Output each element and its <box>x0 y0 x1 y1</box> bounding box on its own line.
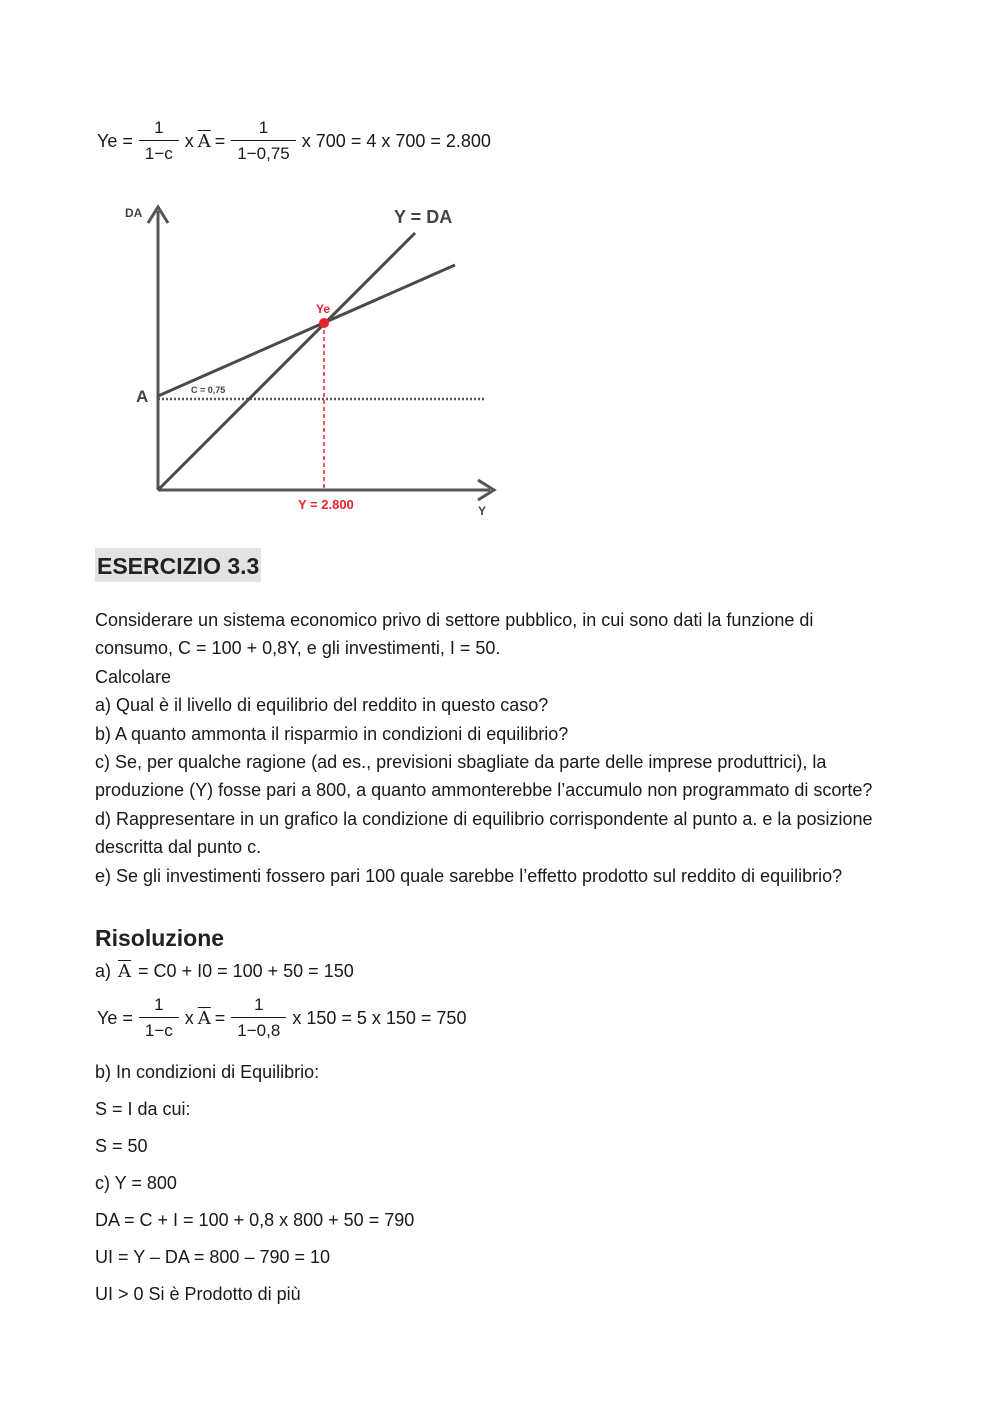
eq1-times: x <box>184 130 194 151</box>
eq1-fraction-1 <box>139 118 179 164</box>
solution-a-autonomous-spending: $\overline{A}$ <box>118 961 132 982</box>
eq2-lhs: Ye = <box>97 1007 133 1028</box>
exercise-line: descritta dal punto c. <box>95 837 262 858</box>
slope-label: C = 0,75 <box>191 385 226 395</box>
solution-a-rest: = C0 + I0 = 100 + 50 = 150 <box>138 961 354 981</box>
solution-line: b) In condizioni di Equilibrio: <box>95 1062 320 1082</box>
solution-line: DA = C + I = 100 + 0,8 x 800 + 50 = 790 <box>95 1210 415 1230</box>
eq1-result: x 700 = 4 x 700 = 2.800 <box>301 130 491 151</box>
eq1-autonomous-spending: $\overline{A}$ <box>197 130 211 152</box>
eq2-frac2-numerator: 1 <box>254 995 264 1014</box>
exercise-line: consumo, C = 100 + 0,8Y, e gli investimenti, I = 50. <box>95 638 501 659</box>
exercise-line: c) Se, per qualche ragione (ad es., previsioni sbagliate da parte delle imprese produttrici), la <box>95 752 827 773</box>
solution-line: UI > 0 Si è Prodotto di più <box>95 1284 301 1304</box>
exercise-line: Considerare un sistema economico privo di settore pubblico, in cui sono dati la funzione di <box>95 610 814 630</box>
eq2-frac1-denominator: 1−c <box>139 1017 179 1041</box>
exercise-line: produzione (Y) fosse pari a 800, a quanto ammonterebbe l’accumulo non programmato di scorte? <box>95 780 873 801</box>
eq2-fraction-2 <box>231 995 286 1041</box>
eq2-equals: = <box>214 1007 226 1028</box>
exercise-line: b) A quanto ammonta il risparmio in condizioni di equilibrio? <box>95 723 569 744</box>
eq1-frac2-denominator: 1−0,75 <box>231 140 295 164</box>
exercise-text <box>95 606 915 890</box>
eq1-lhs: Ye = <box>97 130 133 151</box>
exercise-line: Calcolare <box>95 666 172 687</box>
equilibrium-income-equation-1 <box>95 118 493 164</box>
equilibrium-income-label: Y = 2.800 <box>298 497 354 512</box>
eq2-result: x 150 = 5 x 150 = 750 <box>292 1007 467 1028</box>
eq1-frac2-numerator: 1 <box>258 118 269 137</box>
solution-line: S = 50 <box>95 1136 148 1156</box>
eq2-frac1-numerator: 1 <box>154 995 164 1014</box>
eq2-autonomous-spending: $\overline{A}$ <box>197 1007 211 1029</box>
y-equals-da-line <box>158 233 415 490</box>
aggregate-demand-line <box>158 265 455 396</box>
eq1-frac1-denominator: 1−c <box>139 140 179 164</box>
exercise-line: d) Rappresentare in un grafico la condizione di equilibrio corrispondente al punto a. e la posizione <box>95 808 873 829</box>
solution-a-prefix: a) <box>95 961 112 981</box>
eq2-times: x <box>184 1007 194 1028</box>
intercept-label: A <box>136 387 149 406</box>
x-axis-label: Y <box>478 504 487 518</box>
exercise-heading: ESERCIZIO 3.3 <box>95 548 261 582</box>
eq2-fraction-1 <box>139 995 179 1041</box>
solution-line: S = I da cui: <box>95 1099 191 1119</box>
solution-line-a <box>95 960 354 983</box>
eq1-fraction-2 <box>231 118 295 164</box>
exercise-line: a) Qual è il livello di equilibrio del reddito in questo caso? <box>95 695 549 716</box>
keynesian-cross-figure <box>110 195 510 525</box>
equilibrium-label: Ye <box>316 302 331 316</box>
solution-line: c) Y = 800 <box>95 1173 177 1193</box>
exercise-line: e) Se gli investimenti fossero pari 100 quale sarebbe l’effetto prodotto sul reddito di equilibrio? <box>95 865 843 886</box>
eq1-frac1-numerator: 1 <box>154 118 164 137</box>
solution-line: UI = Y – DA = 800 – 790 = 10 <box>95 1247 331 1267</box>
solution-heading: Risoluzione <box>95 925 225 951</box>
y-axis-label: DA <box>125 206 143 220</box>
eq2-frac2-denominator: 1−0,8 <box>231 1017 286 1041</box>
eq1-equals: = <box>214 130 226 151</box>
equilibrium-income-equation-2 <box>95 995 468 1041</box>
equilibrium-point <box>319 318 329 328</box>
line-label-y-da: Y = DA <box>394 207 453 227</box>
